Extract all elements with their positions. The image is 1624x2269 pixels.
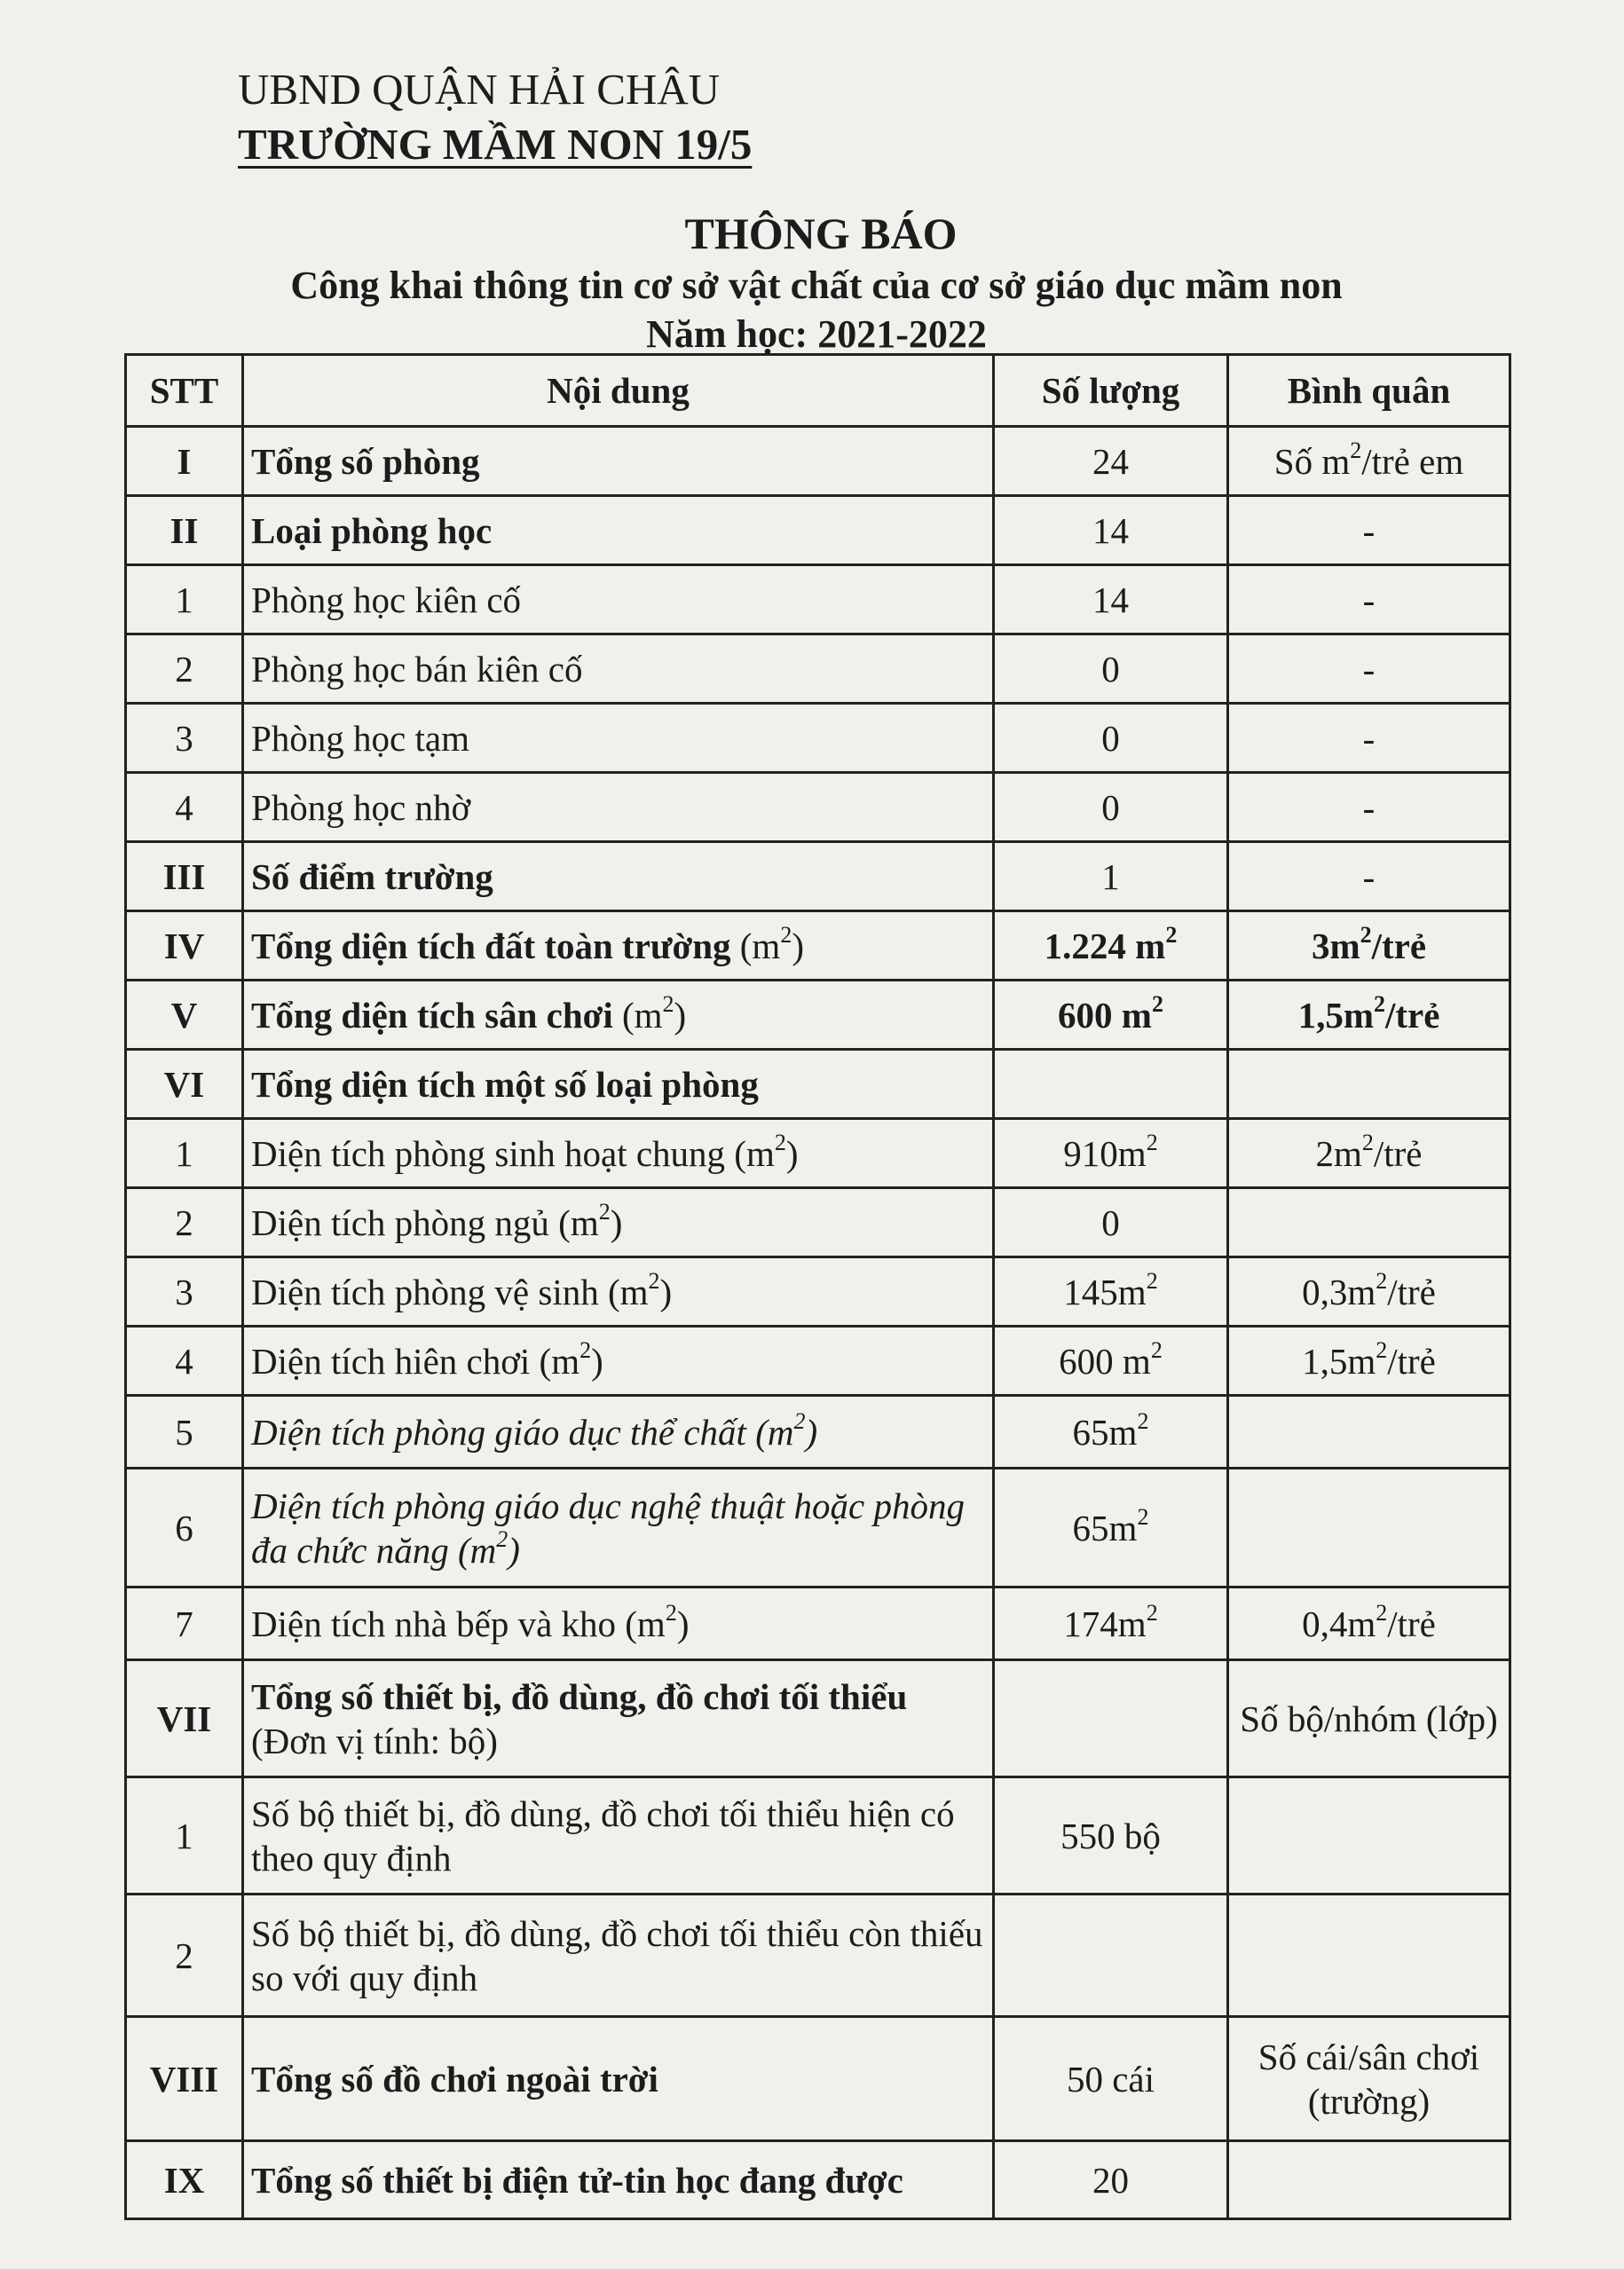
row-quantity: 14 <box>994 496 1228 565</box>
row-average: - <box>1228 634 1510 704</box>
column-header-content: Nội dung <box>243 355 994 427</box>
school-year: Năm học: 2021-2022 <box>646 312 987 356</box>
table-row <box>126 1396 1510 1469</box>
district-name: UBND QUẬN HẢI CHÂU <box>238 65 721 114</box>
row-average: $1,5m^2$/trẻ <box>1228 981 1510 1050</box>
document-title: THÔNG BÁO <box>684 209 958 258</box>
row-average: - <box>1228 842 1510 911</box>
row-average <box>1228 1895 1510 2017</box>
table-row <box>126 1327 1510 1396</box>
row-quantity: 1 <box>994 842 1228 911</box>
row-content: Tổng số đồ chơi ngoài trời <box>243 2017 994 2141</box>
row-quantity: 0 <box>994 1188 1228 1257</box>
row-average: - <box>1228 773 1510 842</box>
row-average <box>1228 1050 1510 1119</box>
row-stt: IX <box>126 2141 243 2219</box>
row-content: Tổng số thiết bị, đồ dùng, đồ chơi tối thiểu (Đơn vị tính: bộ) <box>243 1660 994 1777</box>
table-row <box>126 1895 1510 2017</box>
row-stt: 3 <box>126 704 243 773</box>
row-stt: 1 <box>126 1119 243 1188</box>
table-row <box>126 2141 1510 2219</box>
row-quantity: 600 $m^2$ <box>994 981 1228 1050</box>
row-content: Tổng số thiết bị điện tử-tin học đang được <box>243 2141 994 2219</box>
row-average: - <box>1228 704 1510 773</box>
row-quantity: 0 <box>994 634 1228 704</box>
table-row <box>126 1469 1510 1588</box>
table-row <box>126 1188 1510 1257</box>
row-quantity: 0 <box>994 773 1228 842</box>
row-average: - <box>1228 565 1510 634</box>
table-row <box>126 911 1510 981</box>
row-content: Diện tích nhà bếp và kho $(m^2)$ <box>243 1588 994 1660</box>
document-subtitle: Công khai thông tin cơ sở vật chất của cơ sở giáo dục mầm non <box>290 264 1343 307</box>
row-content: Phòng học nhờ <box>243 773 994 842</box>
row-content: Diện tích phòng sinh hoạt chung $(m^2)$ <box>243 1119 994 1188</box>
table-row <box>126 2017 1510 2141</box>
row-stt: 1 <box>126 1777 243 1895</box>
table-row <box>126 1588 1510 1660</box>
row-stt: VI <box>126 1050 243 1119</box>
row-average <box>1228 1469 1510 1588</box>
table-row <box>126 634 1510 704</box>
row-average: Số cái/sân chơi (trường) <box>1228 2017 1510 2141</box>
document-title-block <box>0 206 1624 358</box>
row-average: Số bộ/nhóm (lớp) <box>1228 1660 1510 1777</box>
row-quantity: $910m^2$ <box>994 1119 1228 1188</box>
row-quantity: 14 <box>994 565 1228 634</box>
school-name: TRƯỜNG MẦM NON 19/5 <box>238 120 753 169</box>
row-stt: 4 <box>126 773 243 842</box>
table-row <box>126 1050 1510 1119</box>
row-stt: 1 <box>126 565 243 634</box>
row-stt: VII <box>126 1660 243 1777</box>
table-row <box>126 1257 1510 1327</box>
table-header-row <box>126 355 1510 427</box>
row-stt: 2 <box>126 634 243 704</box>
row-content: Diện tích phòng giáo dục nghệ thuật hoặc phòng đa chức năng $(m^2)$ <box>243 1469 994 1588</box>
row-average <box>1228 2141 1510 2219</box>
row-content: Số điểm trường <box>243 842 994 911</box>
row-stt: III <box>126 842 243 911</box>
table-row <box>126 496 1510 565</box>
row-average <box>1228 1777 1510 1895</box>
table-row <box>126 1119 1510 1188</box>
row-stt: 2 <box>126 1188 243 1257</box>
row-content: Diện tích phòng ngủ $(m^2)$ <box>243 1188 994 1257</box>
row-quantity <box>994 1050 1228 1119</box>
row-stt: 6 <box>126 1469 243 1588</box>
row-quantity: 20 <box>994 2141 1228 2219</box>
row-average: - <box>1228 496 1510 565</box>
row-stt: 5 <box>126 1396 243 1469</box>
row-quantity: $145m^2$ <box>994 1257 1228 1327</box>
row-content: Tổng số phòng <box>243 427 994 496</box>
column-header-average: Bình quân <box>1228 355 1510 427</box>
row-content: Tổng diện tích đất toàn trường $(m^2)$ <box>243 911 994 981</box>
row-quantity: 1.224 $m^2$ <box>994 911 1228 981</box>
row-content: Phòng học tạm <box>243 704 994 773</box>
row-stt: I <box>126 427 243 496</box>
row-content: Số bộ thiết bị, đồ dùng, đồ chơi tối thiểu hiện có theo quy định <box>243 1777 994 1895</box>
column-header-stt: STT <box>126 355 243 427</box>
row-content: Diện tích phòng giáo dục thể chất $(m^2)$ <box>243 1396 994 1469</box>
row-quantity <box>994 1660 1228 1777</box>
row-average <box>1228 1188 1510 1257</box>
row-stt: 2 <box>126 1895 243 2017</box>
row-content: Diện tích hiên chơi $(m^2)$ <box>243 1327 994 1396</box>
table-row <box>126 565 1510 634</box>
row-stt: 4 <box>126 1327 243 1396</box>
row-quantity: $174m^2$ <box>994 1588 1228 1660</box>
row-average: $0,3m^2$/trẻ <box>1228 1257 1510 1327</box>
row-content: Phòng học bán kiên cố <box>243 634 994 704</box>
table-row <box>126 704 1510 773</box>
row-stt: 3 <box>126 1257 243 1327</box>
row-average: $3m^2$/trẻ <box>1228 911 1510 981</box>
table-row <box>126 1777 1510 1895</box>
row-stt: V <box>126 981 243 1050</box>
column-header-quantity: Số lượng <box>994 355 1228 427</box>
row-content: Diện tích phòng vệ $\sinh (m^2)$ <box>243 1257 994 1327</box>
table-row <box>126 773 1510 842</box>
row-content: Phòng học kiên cố <box>243 565 994 634</box>
row-average: $2m^2$/trẻ <box>1228 1119 1510 1188</box>
row-stt: II <box>126 496 243 565</box>
row-quantity: 50 cái <box>994 2017 1228 2141</box>
organization-header <box>238 62 752 172</box>
facilities-table <box>124 353 1511 2220</box>
row-quantity: 600 $m^2$ <box>994 1327 1228 1396</box>
table-row <box>126 1660 1510 1777</box>
row-quantity: $65m^2$ <box>994 1396 1228 1469</box>
row-content: Số bộ thiết bị, đồ dùng, đồ chơi tối thiểu còn thiếu so với quy định <box>243 1895 994 2017</box>
row-content: Loại phòng học <box>243 496 994 565</box>
row-average: Số $m^2$/trẻ em <box>1228 427 1510 496</box>
row-quantity: 0 <box>994 704 1228 773</box>
row-quantity <box>994 1895 1228 2017</box>
table-row <box>126 427 1510 496</box>
row-stt: IV <box>126 911 243 981</box>
row-average: $1,5m^2$/trẻ <box>1228 1327 1510 1396</box>
table-row <box>126 981 1510 1050</box>
row-content: Tổng diện tích sân chơi $(m^2)$ <box>243 981 994 1050</box>
row-quantity: 24 <box>994 427 1228 496</box>
row-average: $0,4m^2$/trẻ <box>1228 1588 1510 1660</box>
row-quantity: $65m^2$ <box>994 1469 1228 1588</box>
row-content: Tổng diện tích một số loại phòng <box>243 1050 994 1119</box>
row-average <box>1228 1396 1510 1469</box>
table-row <box>126 842 1510 911</box>
row-stt: 7 <box>126 1588 243 1660</box>
row-stt: VIII <box>126 2017 243 2141</box>
row-quantity: 550 bộ <box>994 1777 1228 1895</box>
